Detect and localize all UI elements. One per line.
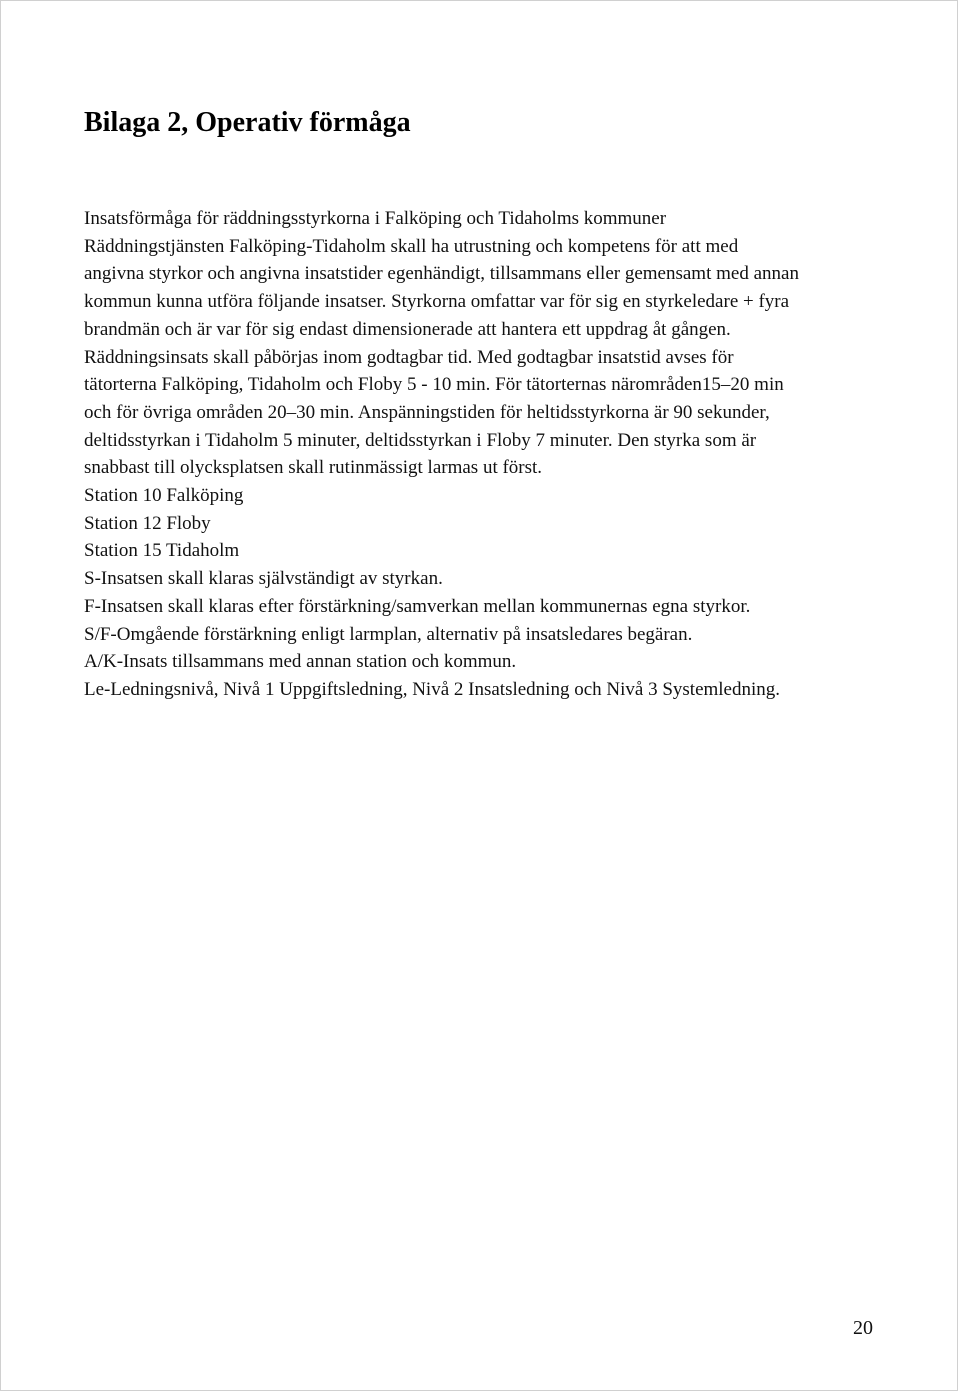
definition-line: A/K-Insats tillsammans med annan station och kommun.: [84, 651, 517, 673]
text-line: angivna styrkor och angivna insatstider egenhändigt, tillsammans eller gemensamt med annan: [84, 263, 799, 285]
text-line: kommun kunna utföra följande insatser. Styrkorna omfattar var för sig en styrkeledare + fyra: [84, 291, 790, 313]
text-line: tätorterna Falköping, Tidaholm och Floby 5 - 10 min. För tätorternas närområden15–20 min: [84, 374, 784, 396]
text-line: och för övriga områden 20–30 min. Anspänningstiden för heltidsstyrkorna är 90 sekunder,: [84, 401, 770, 423]
station-line: Station 10 Falköping: [84, 485, 244, 507]
page-title: Bilaga 2, Operativ förmåga: [84, 107, 411, 138]
station-line: Station 15 Tidaholm: [84, 540, 240, 562]
text-line: Räddningstjänsten Falköping-Tidaholm skall ha utrustning och kompetens för att med: [84, 235, 739, 257]
definition-line: S/F-Omgående förstärkning enligt larmplan, alternativ på insatsledares begäran.: [84, 623, 693, 645]
text-line: deltidsstyrkan i Tidaholm 5 minuter, deltidsstyrkan i Floby 7 minuter. Den styrka som är: [84, 429, 757, 451]
text-line: Insatsförmåga för räddningsstyrkorna i Falköping och Tidaholms kommuner: [84, 208, 667, 229]
text-line: Räddningsinsats skall påbörjas inom godtagbar tid. Med godtagbar insatstid avses för: [84, 346, 734, 368]
page-number: 20: [853, 1317, 873, 1339]
station-line: Station 12 Floby: [84, 512, 211, 534]
definition-line: S-Insatsen skall klaras självständigt av styrkan.: [84, 568, 443, 590]
text-line: snabbast till olycksplatsen skall rutinmässigt larmas ut först.: [84, 457, 543, 479]
text-line: brandmän och är var för sig endast dimensionerade att hantera ett uppdrag åt gången.: [84, 318, 731, 340]
definition-line: F-Insatsen skall klaras efter förstärkning/samverkan mellan kommunernas egna styrkor.: [84, 595, 751, 617]
body-text: [84, 205, 884, 704]
definition-line: Le-Ledningsnivå, Nivå 1 Uppgiftsledning, Nivå 2 Insatsledning och Nivå 3 Systemledning.: [84, 678, 781, 700]
